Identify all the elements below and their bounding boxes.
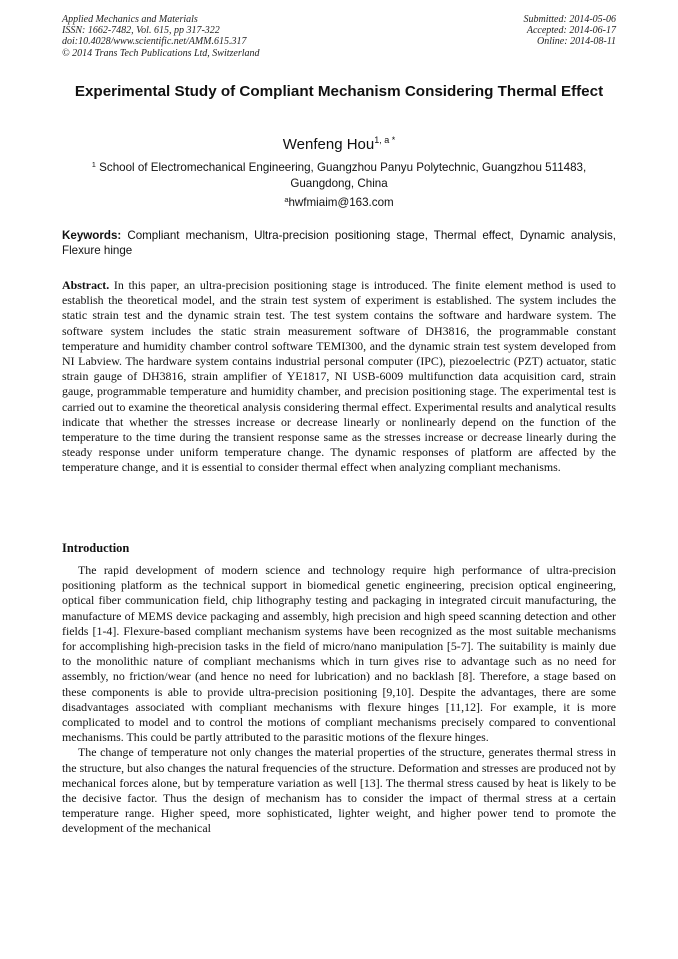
paper-title: Experimental Study of Compliant Mechanism Considering Thermal Effect (74, 83, 604, 100)
email-mark: a (284, 195, 289, 204)
copyright-line: © 2014 Trans Tech Publications Ltd, Switzerland (62, 47, 260, 59)
submitted-date: Submitted: 2014-05-06 (523, 14, 616, 25)
author-line (0, 131, 678, 154)
keywords-label: Keywords: (62, 229, 122, 242)
author-affiliation-mark: 1, a * (374, 135, 396, 145)
email-line (0, 193, 678, 210)
accepted-date: Accepted: 2014-06-17 (526, 25, 616, 37)
abstract-text: In this paper, an ultra-precision positioning stage is introduced. The finite element method is used to establish the theoretical model, and the strain test system of experiment is established. The system includes the static strain test and the dynamic strain test. The test system contains the software and hardware system. The software system includes the static strain measurement software of DH3816, the programmable constant temperature and humidity chamber control software TEMI300, and the dynamic strain test system developed from NI Labview. The hardware system contains industrial personal computer (IPC), piezoelectric (PZT) actuator, static strain gauge of DH3816, strain amplifier of YE1817, NI USB-6009 multifunction data acquisition card, strain gauge, programmable temperature and humidity chamber, and precision positioning stage. The experimental test is carried out to examine the theoretical analysis considering thermal effect. Experimental results and analytical results indicate that whether the stresses increase or decrease linearly or nonlinearly depend on the function of the temperature to the time during the transient response same as the stresses increase or decrease linearly during the steady response under uniform temperature change. The dynamic responses of platform are affected by the temperature change, and it is essential to consider thermal effect when analyzing compliant mechanisms. (62, 278, 616, 475)
affiliation-text: School of Electromechanical Engineering, Guangzhou Panyu Polytechnic, Guangzhou 511483, Guangdong, China (99, 161, 587, 190)
doi-line: doi:10.4028/www.scientific.net/AMM.615.317 (62, 36, 247, 48)
intro-paragraph: The change of temperature not only changes the material properties of the structure, generates thermal stress in the structure, but also changes the natural frequencies of the structure. Deformation and stresses are produced not by mechanical forces alone, but by temperature variation as well [13]. The thermal stress caused by heat is likely to be the decisive factor. Thus the design of mechanism has to consider the impact of thermal stress at a certain temperature range. Higher speed, more sophisticated, lighter weight, and higher power tend to promote the development of the mechanical (62, 745, 616, 836)
author-name: Wenfeng Hou (282, 136, 375, 153)
online-date: Online: 2014-08-11 (537, 36, 616, 48)
affiliation-mark: 1 (91, 160, 96, 169)
abstract (62, 278, 616, 476)
publication-dates (524, 14, 617, 48)
keywords (62, 228, 616, 258)
intro-paragraph: The rapid development of modern science and technology require high performance of ultra-precision positioning platform as the technical support in biomedical genetic engineering, precision optical engineering, optical fiber communication field, chip lithography testing and packaging in integrated circuit manufacturing, the manufacture of MEMS device packaging and assembly, high precision and high speed scanning detection and other fields [1-4]. Flexure-based compliant mechanism systems have been recognized as the most suitable mechanisms for accomplishing high-precision tasks in the field of micro/nano manipulation [5-7]. The suitability is mainly due to the monolithic nature of compliant mechanisms which in turn gives rise to advantage such as no need for assembly, no friction/wear (and hence no need for lubrication) and no backlash [8]. Therefore, a stage based on these components is able to provide ultra-precision positioning [9,10]. Despite the advantages, there are some disadvantages associated with compliant mechanisms with flexure hinges [11,12]. For example, it is more complicated to model and to control the motions of compliant mechanisms precisely compared to conventional mechanisms. This could be partly attributed to the parasitic motions of the flexure hinges. (62, 563, 616, 745)
journal-name: Applied Mechanics and Materials (62, 14, 198, 25)
introduction-heading: Introduction (62, 541, 130, 555)
email-address[interactable]: hwfmiaim@163.com (288, 196, 394, 209)
issn-line: ISSN: 1662-7482, Vol. 615, pp 317-322 (62, 25, 220, 37)
introduction-body (62, 563, 616, 837)
journal-info (62, 14, 260, 59)
affiliation (62, 157, 616, 192)
keywords-text: Compliant mechanism, Ultra-precision positioning stage, Thermal effect, Dynamic analysis, Flexure hinge (62, 229, 616, 257)
abstract-label: Abstract. (62, 278, 110, 292)
